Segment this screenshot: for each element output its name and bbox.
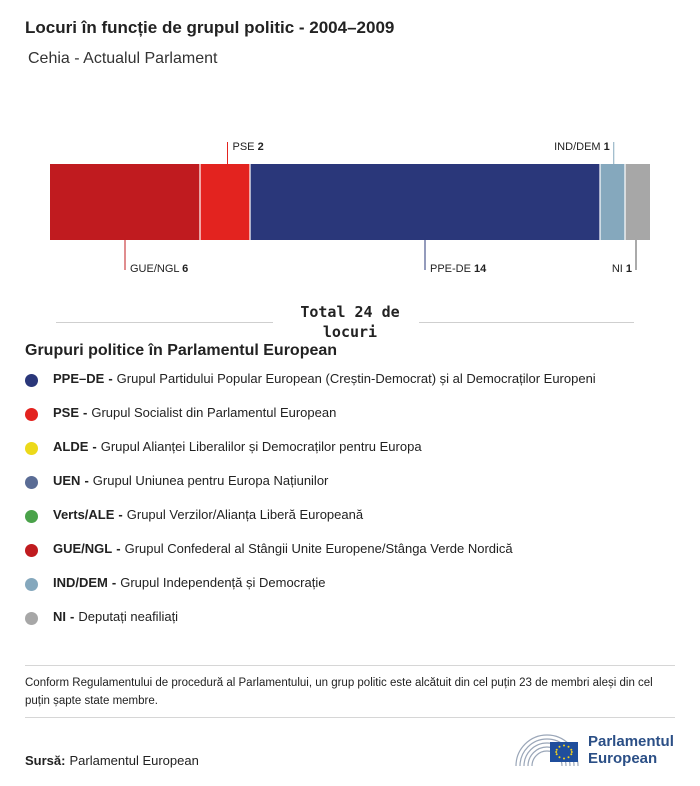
segment-label-value: 1	[625, 263, 632, 275]
segment-label	[430, 263, 487, 275]
legend-item	[25, 439, 596, 473]
chart-title: Locuri în funcție de grupul politic - 2004–2009	[25, 18, 395, 37]
total-rule-right	[419, 322, 634, 323]
chart-subtitle: Cehia - Actualul Parlament	[28, 50, 218, 67]
segment-label-code: PPE-DE	[430, 263, 475, 275]
logo-line-1: Parlamentul	[588, 733, 674, 750]
legend-item	[25, 405, 596, 439]
legend-item	[25, 541, 596, 575]
legend-swatch	[25, 544, 38, 557]
legend-swatch	[25, 612, 38, 625]
segment-label	[233, 141, 264, 153]
segment-label-code: IND/DEM	[554, 141, 604, 153]
legend-code: NI	[53, 609, 66, 624]
segment-label	[612, 263, 632, 275]
legend-name: Grupul Confederal al Stângii Unite Europene/Stânga Verde Nordică	[124, 541, 513, 556]
legend-separator: -	[116, 541, 121, 556]
segment-label-value: 1	[603, 141, 610, 153]
bar-segment-ppe-de	[250, 164, 600, 240]
segment-label-code: NI	[611, 263, 626, 275]
legend-separator: -	[108, 371, 113, 386]
source-line	[25, 753, 199, 768]
legend-name: Grupul Uniunea pentru Europa Națiunilor	[92, 473, 329, 488]
legend-code: UEN	[53, 473, 81, 488]
legend-swatch	[25, 442, 38, 455]
segment-label-code: GUE/NGL	[130, 263, 183, 275]
legend-item	[25, 371, 596, 405]
legend-item	[25, 507, 596, 541]
legend-code: PSE	[53, 405, 80, 420]
legend-name: Grupul Partidului Popular European (Creștin-Democrat) și al Democraților Europeni	[116, 371, 596, 386]
legend-code: ALDE	[53, 439, 89, 454]
legend-name: Grupul Verzilor/Alianța Liberă Europeană	[126, 507, 364, 522]
legend-item	[25, 575, 596, 609]
legend-separator: -	[111, 575, 117, 590]
legend-code: Verts/ALE	[53, 507, 115, 522]
legend-separator: -	[70, 609, 75, 624]
logo-line-2: European	[588, 750, 658, 767]
legend-name: Deputați neafiliați	[78, 609, 179, 624]
segment-label-value: 14	[474, 263, 487, 275]
divider-top	[25, 665, 675, 666]
segment-label-value: 2	[257, 141, 264, 153]
source-label: Sursă:	[25, 753, 66, 768]
bar-segment-pse	[200, 164, 250, 240]
legend-separator: -	[92, 439, 97, 454]
divider-bottom	[25, 717, 675, 718]
legend-separator: -	[118, 507, 123, 522]
legend-title: Grupuri politice în Parlamentul European	[25, 342, 338, 359]
bar-segment-ni	[625, 164, 650, 240]
bar-segment-gue-ngl	[50, 164, 200, 240]
legend	[25, 371, 596, 643]
source-value: Parlamentul European	[69, 753, 199, 768]
legend-swatch	[25, 476, 38, 489]
seat-bar-chart	[0, 130, 700, 290]
legend-code: IND/DEM	[53, 575, 108, 590]
total-rule-left	[56, 322, 273, 323]
segment-label-code: PSE	[232, 141, 258, 153]
legend-code: GUE/NGL	[53, 541, 113, 556]
footnote: Conform Regulamentului de procedură al Parlamentului, un grup politic este alcătuit din cel puțin 23 de membri aleși din cel puțin șapte state membre.	[25, 677, 653, 707]
legend-swatch	[25, 374, 38, 387]
legend-item	[25, 473, 596, 507]
segment-label	[554, 141, 610, 153]
ep-logo	[514, 728, 679, 772]
legend-swatch	[25, 510, 38, 523]
legend-name: Grupul Socialist din Parlamentul European	[91, 405, 337, 420]
total-seats-label: Total 24 de locuri	[300, 303, 400, 341]
legend-name: Grupul Independență și Democrație	[120, 575, 326, 590]
segment-label-value: 6	[182, 263, 189, 275]
hemicycle-icon	[514, 728, 580, 768]
legend-name: Grupul Alianței Liberalilor și Democraților pentru Europa	[100, 439, 422, 454]
segment-label	[130, 263, 188, 275]
legend-item	[25, 609, 596, 643]
legend-separator: -	[84, 473, 89, 488]
legend-code: PPE–DE	[53, 371, 105, 386]
logo-text	[588, 733, 674, 767]
legend-swatch	[25, 578, 38, 591]
bar-segment-ind-dem	[600, 164, 625, 240]
legend-swatch	[25, 408, 38, 421]
legend-separator: -	[83, 405, 88, 420]
